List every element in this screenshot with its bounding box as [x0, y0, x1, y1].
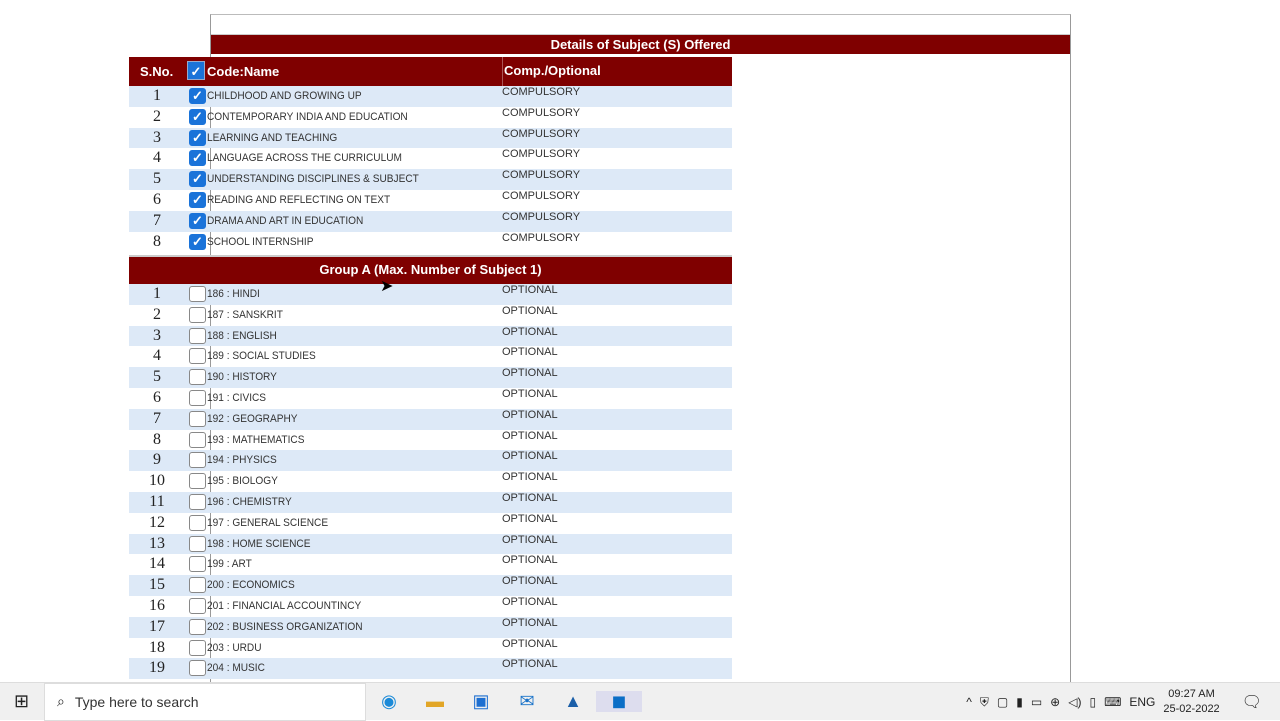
subject-checkbox[interactable] — [189, 348, 206, 364]
subject-name: LEARNING AND TEACHING — [207, 131, 338, 144]
subject-name: 188 : ENGLISH — [207, 329, 277, 342]
subject-checkbox[interactable] — [189, 432, 206, 448]
subject-name: 198 : HOME SCIENCE — [207, 537, 311, 550]
serial-number: 3 — [153, 128, 161, 146]
subject-type: OPTIONAL — [502, 304, 558, 317]
subject-checkbox[interactable] — [189, 328, 206, 344]
subject-type: COMPULSORY — [502, 231, 581, 244]
subject-type: OPTIONAL — [502, 450, 558, 463]
serial-number: 5 — [153, 368, 161, 386]
subject-checkbox[interactable] — [189, 473, 206, 489]
group-a-table — [129, 255, 732, 679]
serial-number: 10 — [149, 472, 165, 490]
subject-name: 189 : SOCIAL STUDIES — [207, 350, 316, 363]
system-tray — [966, 683, 1280, 721]
subject-name: UNDERSTANDING DISCIPLINES & SUBJECT — [207, 173, 419, 186]
table-row — [129, 346, 732, 367]
serial-number: 13 — [149, 534, 165, 552]
battery-icon[interactable]: ▭ — [1030, 695, 1043, 709]
subject-name: 194 : PHYSICS — [207, 454, 277, 467]
table-row — [129, 388, 732, 409]
subject-checkbox[interactable] — [189, 286, 206, 302]
table-row — [129, 513, 732, 534]
subject-name: DRAMA AND ART IN EDUCATION — [207, 214, 364, 227]
subject-type: OPTIONAL — [502, 575, 558, 588]
table-row — [129, 107, 732, 128]
subject-type: OPTIONAL — [502, 616, 558, 629]
table-row — [129, 617, 732, 638]
windows-start-icon[interactable]: ⊞ — [14, 691, 30, 711]
subject-name: 193 : MATHEMATICS — [207, 433, 305, 446]
camera-icon[interactable]: ▢ — [996, 695, 1009, 709]
serial-number: 5 — [153, 170, 161, 188]
search-placeholder: Type here to search — [74, 693, 199, 710]
subject-type: COMPULSORY — [502, 169, 581, 182]
subject-type: COMPULSORY — [502, 148, 581, 161]
subject-name: CONTEMPORARY INDIA AND EDUCATION — [207, 110, 408, 123]
table-row — [129, 638, 732, 659]
volume-icon[interactable]: ◁) — [1068, 695, 1082, 709]
usb-icon[interactable]: ▯ — [1089, 695, 1097, 709]
subject-type: COMPULSORY — [502, 106, 581, 119]
subject-checkbox[interactable] — [189, 307, 206, 323]
serial-number: 18 — [149, 638, 165, 656]
optional-rows — [129, 284, 732, 679]
serial-number: 6 — [153, 190, 161, 208]
subject-name: LANGUAGE ACROSS THE CURRICULUM — [207, 152, 402, 165]
serial-number: 7 — [153, 211, 161, 229]
subject-name: 191 : CIVICS — [207, 391, 267, 404]
date: 25-02-2022 — [1163, 703, 1220, 715]
compulsory-subjects-table — [129, 57, 732, 252]
subject-type: OPTIONAL — [502, 491, 558, 504]
serial-number: 19 — [149, 659, 165, 677]
code-name-header: Code:Name — [207, 64, 280, 79]
select-all-checkbox[interactable]: ✓ — [187, 61, 205, 80]
subject-type: OPTIONAL — [502, 533, 558, 546]
subject-name: CHILDHOOD AND GROWING UP — [207, 90, 362, 102]
time: 09:27 AM — [1168, 688, 1215, 700]
subject-name: 201 : FINANCIAL ACCOUNTINCY — [207, 599, 362, 612]
store-icon[interactable]: ▣ — [472, 691, 490, 711]
table-row — [129, 575, 732, 596]
serial-number: 1 — [153, 87, 161, 104]
subject-checkbox[interactable]: ✓ — [189, 171, 206, 187]
subject-checkbox[interactable] — [189, 577, 206, 593]
subject-checkbox[interactable]: ✓ — [189, 88, 206, 104]
table-row — [129, 190, 732, 211]
mail-icon[interactable]: ✉ — [519, 691, 535, 711]
subject-name: 192 : GEOGRAPHY — [207, 412, 298, 425]
table-row — [129, 86, 732, 107]
taskbar-search[interactable] — [44, 683, 366, 721]
table-row — [129, 534, 732, 555]
subject-checkbox[interactable] — [189, 494, 206, 510]
serial-number: 8 — [153, 430, 161, 448]
subject-type: OPTIONAL — [502, 658, 558, 671]
serial-number: 4 — [153, 149, 161, 167]
clock[interactable] — [1163, 687, 1219, 717]
subject-checkbox[interactable] — [189, 536, 206, 552]
subject-type: OPTIONAL — [502, 512, 558, 525]
subject-checkbox[interactable]: ✓ — [189, 150, 206, 166]
subject-type: COMPULSORY — [502, 189, 581, 202]
subject-checkbox[interactable]: ✓ — [189, 213, 206, 229]
table-row — [129, 232, 732, 253]
serial-number: 2 — [153, 107, 161, 125]
serial-number: 16 — [149, 596, 165, 614]
subject-type: OPTIONAL — [502, 595, 558, 608]
subject-type: COMPULSORY — [502, 86, 581, 98]
search-icon: ⌕ — [57, 693, 65, 709]
table-row — [129, 169, 732, 190]
subject-type: OPTIONAL — [502, 346, 558, 359]
subject-name: 200 : ECONOMICS — [207, 579, 295, 592]
group-a-header: Group A (Max. Number of Subject 1) — [129, 255, 732, 284]
subject-checkbox[interactable] — [189, 640, 206, 656]
serial-number: 1 — [153, 285, 161, 302]
sno-header: S.No. — [140, 64, 174, 79]
subject-name: 202 : BUSINESS ORGANIZATION — [207, 620, 363, 633]
serial-number: 15 — [149, 576, 165, 594]
subject-name: SCHOOL INTERNSHIP — [207, 235, 314, 248]
file-explorer-icon[interactable]: ▬ — [426, 691, 444, 711]
compulsory-rows — [129, 86, 732, 252]
security-shield-icon[interactable]: ⛨ — [979, 694, 989, 709]
subject-type: OPTIONAL — [502, 284, 558, 296]
serial-number: 7 — [153, 409, 161, 427]
subject-checkbox[interactable]: ✓ — [189, 109, 206, 125]
taskbar — [0, 682, 1280, 720]
section-title: Details of Subject (S) Offered — [211, 34, 1070, 54]
subject-checkbox[interactable] — [189, 411, 206, 427]
table-row — [129, 305, 732, 326]
subject-checkbox[interactable]: ✓ — [189, 130, 206, 146]
serial-number: 17 — [149, 617, 165, 635]
keyboard-icon[interactable]: ⌨ — [1104, 695, 1122, 709]
subject-name: 195 : BIOLOGY — [207, 475, 278, 488]
serial-number: 11 — [149, 492, 165, 510]
language-indicator[interactable]: ENG — [1129, 695, 1156, 709]
subject-type: COMPULSORY — [502, 210, 581, 223]
subject-type: OPTIONAL — [502, 325, 558, 338]
notifications-icon[interactable]: 🗨 — [1241, 694, 1262, 711]
subject-checkbox[interactable] — [189, 598, 206, 614]
serial-number: 2 — [153, 305, 161, 323]
subject-type: OPTIONAL — [502, 387, 558, 400]
table-row — [129, 450, 732, 471]
serial-number: 6 — [153, 388, 161, 406]
table-row — [129, 471, 732, 492]
subject-name: 196 : CHEMISTRY — [207, 495, 292, 508]
subject-type: OPTIONAL — [502, 637, 558, 650]
table-row — [129, 409, 732, 430]
table-row — [129, 430, 732, 451]
subject-name: 204 : MUSIC — [207, 662, 265, 675]
table-row — [129, 326, 732, 347]
edge-icon[interactable]: ◉ — [381, 691, 397, 711]
subject-name: 190 : HISTORY — [207, 371, 277, 384]
subject-name: 187 : SANSKRIT — [207, 308, 283, 321]
subject-checkbox[interactable] — [189, 515, 206, 531]
subject-type: OPTIONAL — [502, 471, 558, 484]
table-row — [129, 211, 732, 232]
subject-type: COMPULSORY — [502, 127, 581, 140]
subject-checkbox[interactable]: ✓ — [189, 192, 206, 208]
subject-checkbox[interactable]: ✓ — [189, 234, 206, 250]
serial-number: 8 — [153, 232, 161, 250]
table-row — [129, 658, 732, 679]
table-header — [129, 57, 732, 86]
subject-checkbox[interactable] — [189, 390, 206, 406]
subject-type: OPTIONAL — [502, 408, 558, 421]
serial-number: 3 — [153, 326, 161, 344]
subject-checkbox[interactable] — [189, 369, 206, 385]
subject-type: OPTIONAL — [502, 367, 558, 380]
subject-checkbox[interactable] — [189, 619, 206, 635]
comp-optional-header: Comp./Optional — [502, 57, 601, 86]
subject-name: 197 : GENERAL SCIENCE — [207, 516, 329, 529]
table-row — [129, 128, 732, 149]
chevron-up-icon[interactable]: ^ — [966, 695, 972, 709]
table-row — [129, 492, 732, 513]
subject-checkbox[interactable] — [189, 660, 206, 676]
recorder-app-icon[interactable]: ◼ — [596, 691, 642, 712]
serial-number: 9 — [153, 451, 161, 469]
subject-checkbox[interactable] — [189, 556, 206, 572]
table-row — [129, 554, 732, 575]
table-row — [129, 284, 732, 305]
subject-type: OPTIONAL — [502, 429, 558, 442]
photos-icon[interactable]: ▲ — [564, 691, 582, 711]
table-row — [129, 367, 732, 388]
mouse-cursor-icon: ➤ — [380, 278, 394, 295]
serial-number: 4 — [153, 347, 161, 365]
subject-name: 199 : ART — [207, 558, 252, 571]
subject-name: 186 : HINDI — [207, 288, 260, 300]
network-icon[interactable]: ⊕ — [1050, 695, 1061, 709]
subject-name: 203 : URDU — [207, 641, 262, 654]
table-row — [129, 596, 732, 617]
subject-name: READING AND REFLECTING ON TEXT — [207, 193, 391, 206]
serial-number: 12 — [149, 513, 165, 531]
microphone-icon[interactable]: ▮ — [1016, 695, 1023, 709]
table-row — [129, 148, 732, 169]
serial-number: 14 — [149, 555, 165, 573]
subject-checkbox[interactable] — [189, 452, 206, 468]
subject-type: OPTIONAL — [502, 554, 558, 567]
